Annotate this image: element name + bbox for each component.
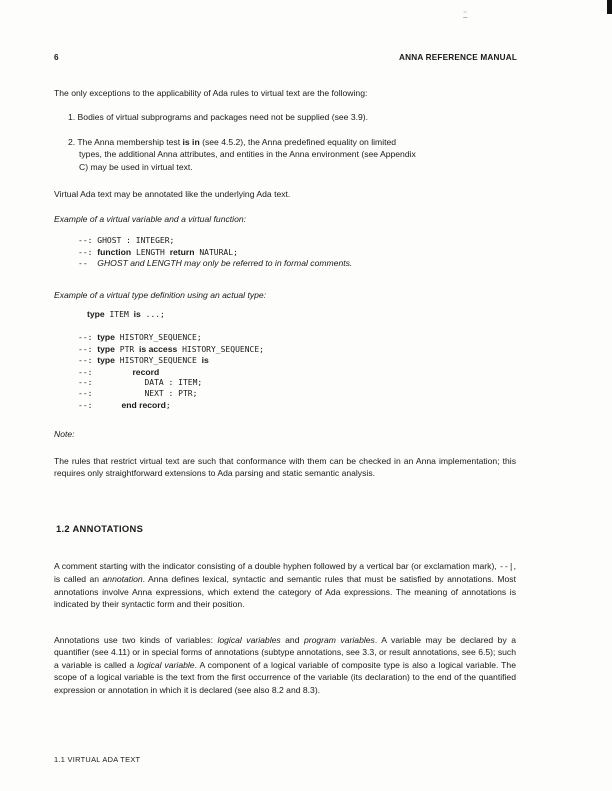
page-footer: 1.1 VIRTUAL ADA TEXT	[54, 755, 141, 764]
example2-caption: Example of a virtual type definition using an actual type:	[54, 290, 267, 300]
scan-artifact-bar	[607, 0, 612, 14]
code-line: --: end record;	[78, 399, 171, 410]
note-paragraph: The rules that restrict virtual text are such that conformance with them can be checked in an Anna implementation; this requires only straightforward extensions to Ada parsing and static semantic analysis.	[54, 456, 516, 479]
note-label: Note:	[54, 429, 75, 439]
variables-paragraph: Annotations use two kinds of variables: logical variables and program variables. A variable may be declared by a quantifier (see 4.11) or in special forms of annotations (subtype annotations, see 3.3, or result annotations, see 6.5); such a variable is called a logical variable. A component of a logical variable of composite type is also a logical variable. The scope of a logical variable is the text from the first occurrence of the variable (its declaration) to the end of the quantified expression or annotation in which it is declared (see also 8.2 and 8.3).	[54, 635, 517, 695]
code-line: --: GHOST : INTEGER;	[78, 236, 175, 245]
exception-item-1: 1. Bodies of virtual subprograms and packages need not be supplied (see 3.9).	[68, 112, 369, 122]
example2-code	[78, 332, 264, 411]
annotation-paragraph: A comment starting with the indicator consisting of a double hyphen followed by a vertical bar (or exclamation mark), --|, is called an annotation. Anna defines lexical, syntactic and semantic rules that must be satisfied by annotations. Most annotations involve Anna expressions, which extend the category of Ada expressions. The meaning of annotations is indicated by their syntactic form and their position.	[54, 561, 516, 610]
code-line: --: type HISTORY_SEQUENCE;	[78, 332, 202, 342]
example1-code	[78, 236, 352, 270]
page-number: 6	[54, 53, 59, 62]
intro-paragraph: The only exceptions to the applicability of Ada rules to virtual text are the following:	[54, 88, 368, 98]
exception-item-2: 2. The Anna membership test is in (see 4.5.2), the Anna predefined equality on limited types, the additional Anna attributes, and entities in the Anna environment (see Appendix C) may be used in virtual text.	[68, 137, 416, 172]
code-line: --: NEXT : PTR;	[78, 388, 198, 398]
type-item-line: type ITEM is ...;	[87, 309, 165, 319]
code-line: --: DATA : ITEM;	[78, 378, 203, 388]
annotated-note: Virtual Ada text may be annotated like the underlying Ada text.	[54, 189, 291, 199]
section-heading: 1.2 ANNOTATIONS	[56, 523, 144, 534]
running-title: ANNA REFERENCE MANUAL	[399, 53, 518, 62]
example1-caption: Example of a virtual variable and a virtual function:	[54, 214, 247, 224]
code-line: --: record	[78, 366, 160, 377]
code-line: --: function LENGTH return NATURAL;	[78, 246, 238, 257]
scan-artifact-mark: ⁻̲	[463, 9, 468, 18]
code-line: -- GHOST and LENGTH may only be referred to in formal comments.	[78, 258, 353, 269]
code-line: --: type HISTORY_SEQUENCE is	[78, 355, 209, 366]
code-line: --: type PTR is access HISTORY_SEQUENCE;	[78, 343, 264, 354]
